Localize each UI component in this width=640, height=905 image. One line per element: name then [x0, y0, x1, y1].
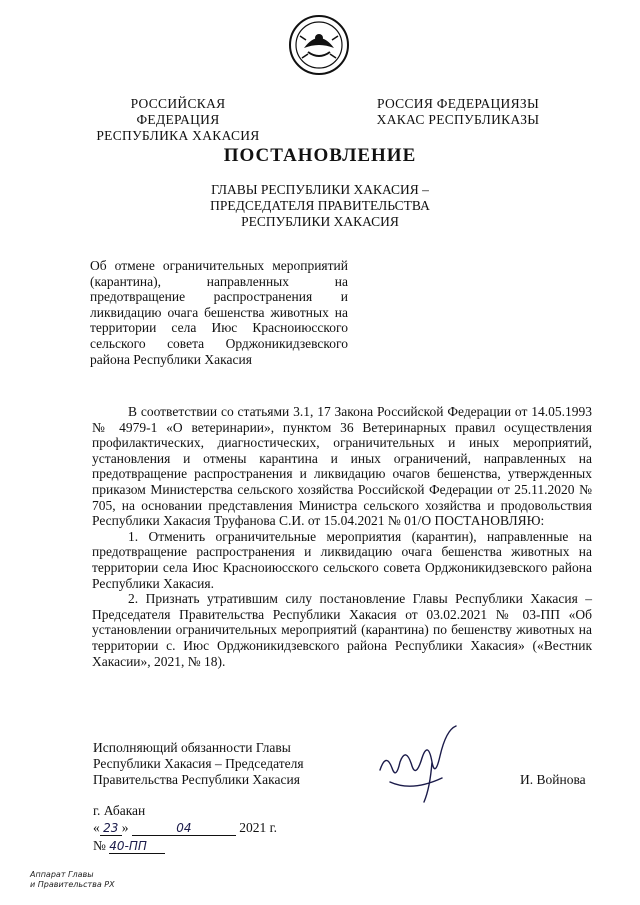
office-stamp [30, 870, 115, 890]
date-month: 04 [132, 821, 236, 836]
signatory-line1: Исполняющий обязанности Главы [93, 740, 291, 755]
header-right [372, 96, 544, 128]
place-of-issue: г. Абакан [93, 803, 146, 818]
signatory-name: И. Войнова [520, 772, 586, 787]
signatory-line2: Республики Хакасия – Председателя [93, 756, 304, 771]
issuer-line3: РЕСПУБЛИКИ ХАКАСИЯ [241, 214, 399, 229]
number-prefix: № [93, 838, 106, 853]
document-body [92, 404, 592, 669]
document-type: ПОСТАНОВЛЕНИЕ [223, 145, 417, 166]
handwritten-signature [372, 722, 468, 808]
signatory-line3: Правительства Республики Хакасия [93, 772, 300, 787]
stamp-line1: Аппарат Главы [30, 870, 94, 879]
header-right-line1: РОССИЯ ФЕДЕРАЦИЯЗЫ [376, 96, 540, 111]
body-paragraph-2: 1. Отменить ограничительные мероприятия (карантин), направленные на предотвращение распространения и ликвидацию очага бешенства животных на территории села Июс Красноиюсского сельского совета Орджоникидзевского района Республики Хакасия. [92, 528, 592, 591]
document-subject: Об отмене ограничительных мероприятий (карантина), направленных на предотвращение распространения и ликвидацию очага бешенства животных на территории села Июс Красноиюсского сельского совета Орджоникидзевского района Республики Хакасия [90, 258, 348, 367]
document-date: « 23 » 04 2021 г. [93, 820, 278, 835]
header-left-line1: РОССИЙСКАЯ ФЕДЕРАЦИЯ [130, 96, 226, 127]
header-left [88, 96, 268, 144]
number-value: 40-ПП [109, 839, 165, 854]
issuer-block [120, 182, 520, 230]
coat-of-arms-emblem [288, 14, 350, 76]
signatory-block [93, 740, 304, 788]
body-paragraph-1: В соответствии со статьями 3.1, 17 Закона Российской Федерации от 14.05.1993 № 4979-1 «О ветеринарии», пунктом 36 Ветеринарных правил осуществления профилактических, диагностических, ограничительных и иных мероприятий, установления и отмены карантина и иных ограничений, направленных на предотвращение распространения и ликвидацию очагов бешенства, утвержденных приказом Министерства сельского хозяйства Российской Федерации от 25.11.2020 № 705, на основании представления Министра сельского хозяйства и продовольствия Республики Хакасия Труфанова С.И. от 15.04.2021 № 01/О ПОСТАНОВЛЯЮ: [92, 404, 592, 529]
document-number [93, 838, 165, 854]
issuer-line2: ПРЕДСЕДАТЕЛЯ ПРАВИТЕЛЬСТВА [210, 198, 430, 213]
stamp-line2: и Правительства РХ [30, 880, 115, 889]
date-day: 23 [100, 821, 122, 836]
header-right-line2: ХАКАС РЕСПУБЛИКАЗЫ [376, 112, 540, 127]
issuer-line1: ГЛАВЫ РЕСПУБЛИКИ ХАКАСИЯ – [211, 182, 429, 197]
header-left-line2: РЕСПУБЛИКА ХАКАСИЯ [96, 128, 260, 143]
date-year: 2021 г. [239, 820, 278, 835]
body-paragraph-3: 2. Признать утратившим силу постановление Главы Республики Хакасия – Председателя Правительства Республики Хакасия от 03.02.2021 № 03-ПП «Об установлении ограничительных мероприятий (карантина) по бешенству животных на территории с. Июс Орджоникидзевского района Республики Хакасия» («Вестник Хакасии», 2021, № 18). [92, 591, 592, 669]
